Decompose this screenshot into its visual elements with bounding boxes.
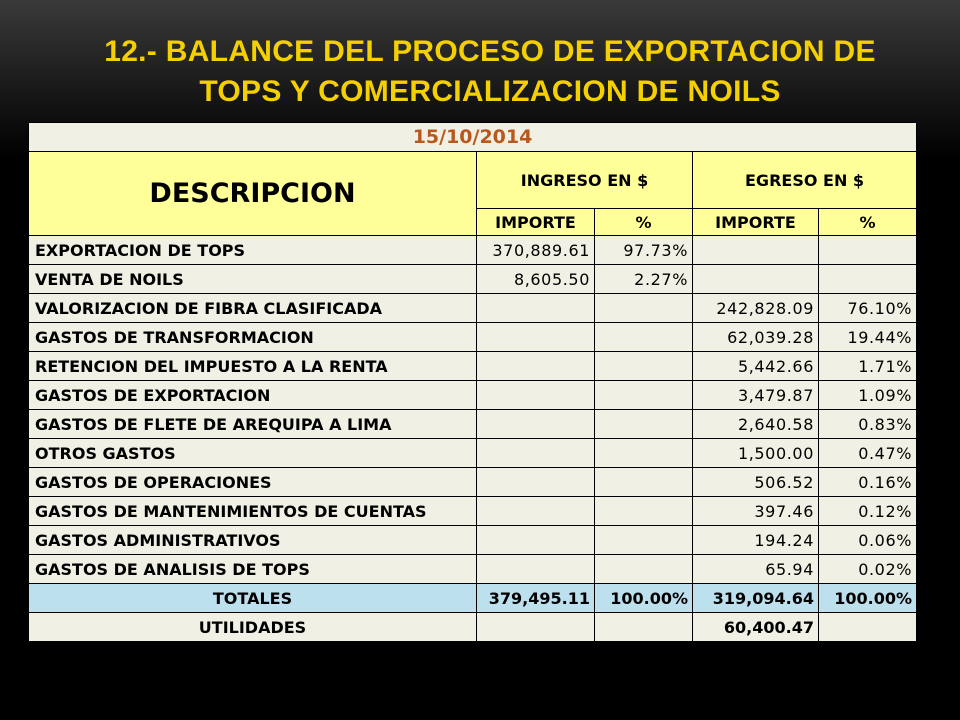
row-expense-amount: 5,442.66	[693, 352, 819, 381]
totals-income-pct: 100.00%	[595, 584, 693, 613]
expense-amount-header: IMPORTE	[693, 209, 819, 236]
row-expense-amount: 2,640.58	[693, 410, 819, 439]
row-expense-pct: 1.09%	[819, 381, 917, 410]
row-expense-pct: 0.12%	[819, 497, 917, 526]
income-header: INGRESO EN $	[477, 152, 693, 209]
totals-label: TOTALES	[29, 584, 477, 613]
row-income-amount	[477, 381, 595, 410]
row-income-amount	[477, 468, 595, 497]
row-description: GASTOS DE OPERACIONES	[29, 468, 477, 497]
row-income-pct	[595, 555, 693, 584]
row-expense-pct	[819, 265, 917, 294]
row-income-pct	[595, 410, 693, 439]
profit-row	[29, 613, 917, 642]
table-row	[29, 526, 917, 555]
table-row	[29, 323, 917, 352]
income-pct-header: %	[595, 209, 693, 236]
row-income-pct	[595, 526, 693, 555]
totals-expense-pct: 100.00%	[819, 584, 917, 613]
row-income-pct: 2.27%	[595, 265, 693, 294]
row-description: EXPORTACION DE TOPS	[29, 236, 477, 265]
profit-income-pct-empty	[595, 613, 693, 642]
row-expense-amount: 3,479.87	[693, 381, 819, 410]
row-description: GASTOS ADMINISTRATIVOS	[29, 526, 477, 555]
expense-header: EGRESO EN $	[693, 152, 917, 209]
table-row	[29, 555, 917, 584]
expense-pct-header: %	[819, 209, 917, 236]
slide-title-line-2: TOPS Y COMERCIALIZACION DE NOILS	[199, 75, 781, 108]
row-description: OTROS GASTOS	[29, 439, 477, 468]
row-income-amount	[477, 352, 595, 381]
row-income-pct	[595, 352, 693, 381]
row-expense-pct	[819, 236, 917, 265]
income-amount-header: IMPORTE	[477, 209, 595, 236]
row-income-pct	[595, 439, 693, 468]
totals-income-amount: 379,495.11	[477, 584, 595, 613]
profit-expense-amount: 60,400.47	[693, 613, 819, 642]
row-income-amount	[477, 323, 595, 352]
description-header: DESCRIPCION	[29, 152, 477, 236]
profit-label: UTILIDADES	[29, 613, 477, 642]
table-row	[29, 497, 917, 526]
date-cell: 15/10/2014	[29, 123, 917, 152]
row-expense-amount: 1,500.00	[693, 439, 819, 468]
row-description: VALORIZACION DE FIBRA CLASIFICADA	[29, 294, 477, 323]
row-expense-pct: 0.06%	[819, 526, 917, 555]
row-income-pct: 97.73%	[595, 236, 693, 265]
row-expense-pct: 76.10%	[819, 294, 917, 323]
row-income-pct	[595, 468, 693, 497]
date-row	[29, 123, 917, 152]
row-expense-amount: 194.24	[693, 526, 819, 555]
header-row	[29, 152, 917, 209]
row-description: GASTOS DE ANALISIS DE TOPS	[29, 555, 477, 584]
row-expense-pct: 0.83%	[819, 410, 917, 439]
row-income-pct	[595, 323, 693, 352]
row-expense-amount	[693, 236, 819, 265]
row-income-amount: 370,889.61	[477, 236, 595, 265]
slide-title	[40, 32, 940, 112]
row-expense-pct: 0.47%	[819, 439, 917, 468]
row-description: GASTOS DE FLETE DE AREQUIPA A LIMA	[29, 410, 477, 439]
table-row	[29, 236, 917, 265]
row-description: GASTOS DE EXPORTACION	[29, 381, 477, 410]
table-row	[29, 381, 917, 410]
row-description: GASTOS DE TRANSFORMACION	[29, 323, 477, 352]
row-expense-amount: 506.52	[693, 468, 819, 497]
row-expense-pct: 0.02%	[819, 555, 917, 584]
row-income-amount	[477, 526, 595, 555]
table-row	[29, 294, 917, 323]
row-income-amount	[477, 410, 595, 439]
row-expense-amount	[693, 265, 819, 294]
table-row	[29, 439, 917, 468]
slide-title-line-1: 12.- BALANCE DEL PROCESO DE EXPORTACION DE	[104, 35, 876, 68]
row-expense-pct: 1.71%	[819, 352, 917, 381]
row-income-amount	[477, 439, 595, 468]
table-row	[29, 410, 917, 439]
row-income-amount: 8,605.50	[477, 265, 595, 294]
row-description: VENTA DE NOILS	[29, 265, 477, 294]
balance-table	[28, 122, 917, 642]
totals-expense-amount: 319,094.64	[693, 584, 819, 613]
table-row	[29, 265, 917, 294]
row-description: RETENCION DEL IMPUESTO A LA RENTA	[29, 352, 477, 381]
row-expense-pct: 19.44%	[819, 323, 917, 352]
totals-row	[29, 584, 917, 613]
row-expense-amount: 397.46	[693, 497, 819, 526]
row-income-amount	[477, 555, 595, 584]
row-income-amount	[477, 497, 595, 526]
row-description: GASTOS DE MANTENIMIENTOS DE CUENTAS	[29, 497, 477, 526]
row-income-amount	[477, 294, 595, 323]
row-income-pct	[595, 497, 693, 526]
table-row	[29, 468, 917, 497]
row-expense-amount: 65.94	[693, 555, 819, 584]
profit-expense-pct-empty	[819, 613, 917, 642]
row-expense-amount: 242,828.09	[693, 294, 819, 323]
table-row	[29, 352, 917, 381]
row-expense-pct: 0.16%	[819, 468, 917, 497]
row-income-pct	[595, 294, 693, 323]
row-expense-amount: 62,039.28	[693, 323, 819, 352]
profit-income-amount-empty	[477, 613, 595, 642]
row-income-pct	[595, 381, 693, 410]
